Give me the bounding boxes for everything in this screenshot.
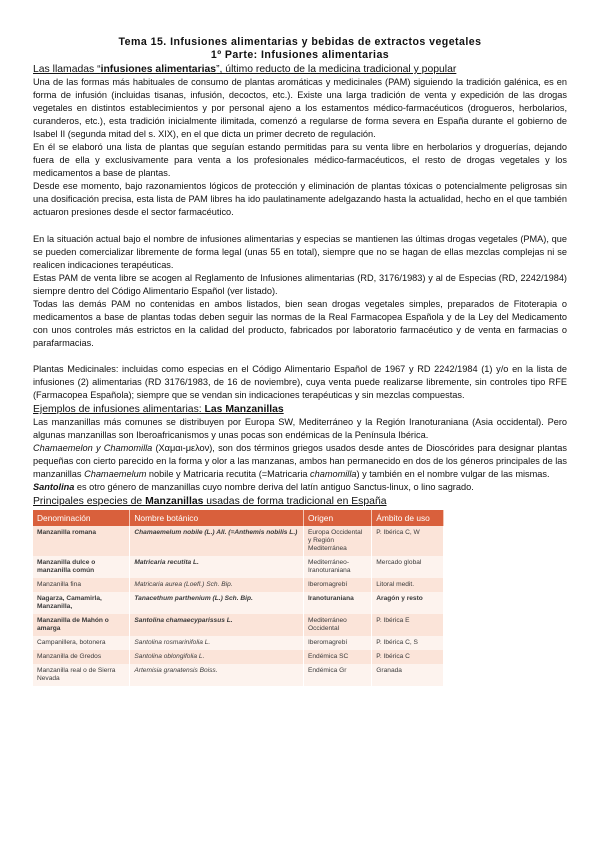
table-row: Manzanilla dulce o manzanilla común Matricaria recutita L. Mediterráneo-Iranoturaniana Mercado global <box>33 556 444 578</box>
table-heading: Principales especies de Manzanillas usadas de forma tradicional en España <box>33 496 387 508</box>
paragraph-7: Plantas Medicinales: incluidas como especias en el Código Alimentario Español de 1967 y RD 2242/1984 (1) y/o en la lista de infusiones (2) alimentarias (RD 3176/1983, de 16 de noviembre), cuya venta puede realizarse libremente, sin controles tipo RFE (Farmacopea Española); siempre que se vendan sin indicaciones terapéuticas y sin mezclas compuestas. <box>33 363 567 401</box>
paragraph-3: Desde ese momento, bajo razonamientos lógicos de protección y eliminación de plantas tóxicas o potencialmente peligrosas sin una dosificación precisa, esta lista de PAM libres ha ido paulatinamente adelgazando hasta la actualidad, hecho en el que también actuaron presiones desde el sector farmacéutico. <box>33 181 567 218</box>
paragraph-4: En la situación actual bajo el nombre de infusiones alimentarias y especias se mantienen las últimas drogas vegetales (PMA), que se pueden comercializar libremente de forma legal (unas 55 en total), siempre que no se hagan de ellas mezclas complejas ni se realicen indicaciones terapéuticas. <box>33 233 567 270</box>
col-header-ambito: Ámbito de uso <box>372 510 444 526</box>
table-row: Campanillera, botonera Santolina rosmarinifolia L. Iberomagrebí P. Ibérica C, S <box>33 636 444 650</box>
table-row: Manzanilla de Mahón o amarga Santolina chamaecyparissus L. Mediterráneo Occidental P. Ibérica E <box>33 614 444 636</box>
col-header-nombre-botanico: Nombre botánico <box>130 510 304 526</box>
table-row: Manzanilla de Gredos Santolina oblongifolia L. Endémica SC P. Ibérica C <box>33 650 444 664</box>
paragraph-2: En él se elaboró una lista de plantas que seguían estando permitidas para su venta libre en herbolarios y droguerías, dejando fuera de ella y exclusivamente para venta a los profesionales médico-farmacéuticos, el resto de drogas vegetales y los medicamentos a base de plantas. <box>33 142 567 179</box>
table-row: Manzanilla fina Matricaria aurea (Loefl.) Sch. Bip. Iberomagrebí Litoral medit. <box>33 578 444 592</box>
col-header-denominacion: Denominación <box>33 510 130 526</box>
table-row: Nagarza, Camamirla, Manzanilla, Tanacethum parthenium (L.) Sch. Bip. Iranoturaniana Aragón y resto <box>33 592 444 614</box>
document-title: Tema 15. Infusiones alimentarias y bebidas de extractos vegetales <box>118 36 482 48</box>
document-subtitle: 1º Parte: Infusiones alimentarias <box>210 49 390 61</box>
manzanillas-table <box>33 510 444 686</box>
section-heading-infusiones: Las llamadas “infusiones alimentarias”, último reducto de la medicina tradicional y popular <box>33 64 457 75</box>
paragraph-6: Todas las demás PAM no contenidas en ambos listados, bien sean drogas vegetales simples, preparados de Fitoterapia o medicamentos a base de plantas todas deben seguir las normas de la Real Farmacopea Española y de la Ley del Medicamento con unos controles más estrictos en la calidad del producto, fabricados por laboratorio farmacéutico y de venta en farmacias o parafarmacias. <box>33 298 567 348</box>
paragraph-5: Estas PAM de venta libre se acogen al Reglamento de Infusiones alimentarias (RD, 3176/1983) y al de Especias (RD, 2242/1984) siempre dentro del Código Alimentario Español (ver listado). <box>33 272 567 296</box>
table-row: Manzanilla real o de Sierra Nevada Artemisia granatensis Boiss. Endémica Gr Granada <box>33 664 444 686</box>
section-heading-manzanillas: Ejemplos de infusiones alimentarias: Las Manzanillas <box>33 404 284 416</box>
paragraph-9: Chamaemelon y Chamomilla (Χαμαι-μελον), son dos términos griegos usados desde antes de Dioscórides para designar plantas pequeñas con cierto parecido en la forma y olor a las manzanas, ambos han permanecido en dos de los géneros principales de las manzanillas Chamaemelum nobile y Matricaria recutita (=Matricaria chamomilla) y también en el nombre vulgar de las mismas. <box>33 443 567 480</box>
table-header-row <box>33 510 444 526</box>
table-row: Manzanilla romana Chamaemelum nobile (L.) All. (=Anthemis nobilis L.) Europa Occidental y Región Mediterránea P. Ibérica C, W <box>33 526 444 556</box>
col-header-origen: Origen <box>303 510 371 526</box>
paragraph-8: Las manzanillas más comunes se distribuyen por Europa SW, Mediterráneo y la Región Iranoturaniana (Asia occidental). Pero algunas manzanillas son Iberoafricanismos y unas pocas son endémicas de la Península Ibérica. <box>33 417 567 441</box>
paragraph-1: Una de las formas más habituales de consumo de plantas aromáticas y medicinales (PAM) siguiendo la tradición galénica, es en forma de infusión (incluidas tisanas, infusión, decoctos, etc.). Existe una larga tradición de venta y expedición de las drogas vegetales en distintos establecimientos y por personal ajeno a los estamentos médico-farmacéuticos (drogueros, herbolarios, curanderos, etc.), esta tradición inicialmente ilimitada, comenzó a regularse de forma severa en España durante el gobierno de Isabel II (segunda mitad del s. XIX), en el que dicta un primer decreto de regulación. <box>33 77 567 140</box>
document-page <box>33 36 567 686</box>
paragraph-10: Santolina es otro género de manzanillas cuyo nombre deriva del latín antiguo Sanctus-linux, o lino sagrado. <box>33 482 474 493</box>
